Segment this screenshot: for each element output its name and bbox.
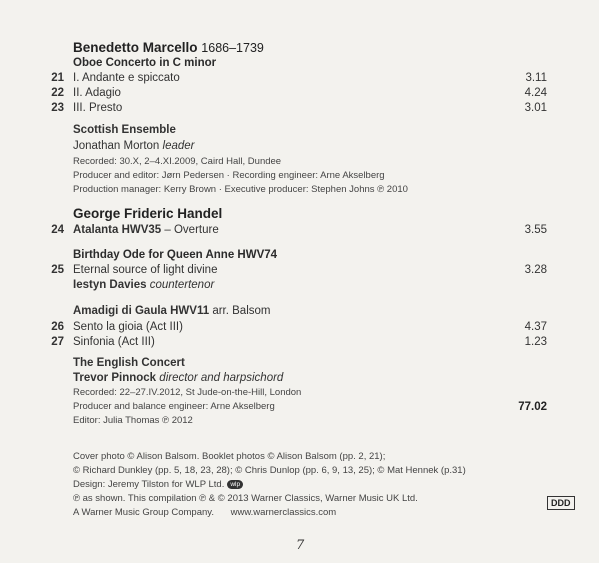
soloist-role: countertenor	[149, 279, 215, 291]
track-title: Eternal source of light divine	[73, 264, 218, 276]
soloist-line	[73, 279, 214, 291]
production-info: Production manager: Kerry Brown · Executive producer: Stephen Johns ℗ 2010	[73, 184, 408, 195]
page-number: 7	[296, 538, 305, 553]
work-title: Oboe Concerto in C minor	[73, 57, 217, 69]
producer-info: Producer and balance engineer: Arne Akselberg	[73, 401, 275, 412]
composer-heading	[73, 40, 264, 55]
website: www.warnerclassics.com	[230, 507, 337, 518]
ensemble-name: Scottish Ensemble	[73, 124, 176, 136]
credit-line	[73, 479, 243, 490]
ddd-badge: DDD	[547, 496, 575, 510]
track-number: 21	[51, 72, 64, 84]
credit-line: ℗ as shown. This compilation ℗ & © 2013 Warner Classics, Warner Music UK Ltd.	[73, 493, 418, 504]
director-role: director and harpsichord	[159, 372, 284, 384]
track-duration: 4.37	[524, 321, 547, 333]
ensemble-name: The English Concert	[73, 357, 185, 369]
composer-heading	[73, 206, 222, 221]
track-number: 27	[51, 336, 64, 348]
track-title: Sinfonia (Act III)	[73, 336, 155, 348]
track-duration: 3.28	[524, 264, 547, 276]
arrangement: arr. Balsom	[212, 305, 271, 317]
label-company: A Warner Music Group Company.	[73, 507, 214, 518]
credit-text: Design: Jeremy Tilston for WLP Ltd.	[73, 479, 225, 490]
leader-role: leader	[162, 140, 195, 152]
track-title	[73, 224, 219, 236]
recording-info: Recorded: 30.X, 2–4.XI.2009, Caird Hall, Dundee	[73, 156, 282, 167]
track-duration: 3.01	[524, 102, 547, 114]
track-duration: 4.24	[524, 87, 547, 99]
composer-name: Benedetto Marcello	[73, 40, 198, 55]
track-row	[0, 321, 599, 336]
composer-dates: 1686–1739	[201, 41, 264, 55]
leader-line	[73, 140, 194, 152]
track-number: 26	[51, 321, 64, 333]
editor-info: Editor: Julia Thomas ℗ 2012	[73, 415, 193, 426]
credit-line: Cover photo © Alison Balsom. Booklet photos © Alison Balsom (pp. 2, 21);	[73, 451, 386, 462]
track-row	[0, 87, 599, 102]
track-row	[0, 102, 599, 117]
track-number: 25	[51, 264, 64, 276]
track-duration: 3.55	[524, 224, 547, 236]
track-row	[0, 264, 599, 279]
leader-name: Jonathan Morton	[73, 140, 160, 152]
work-title: Birthday Ode for Queen Anne HWV74	[73, 249, 278, 261]
track-number: 22	[51, 87, 64, 99]
director-name: Trevor Pinnock	[73, 372, 157, 384]
recording-info: Recorded: 22–27.IV.2012, St Jude-on-the-Hill, London	[73, 387, 302, 398]
track-duration: 3.11	[525, 72, 547, 84]
track-row	[0, 224, 599, 239]
track-title: I. Andante e spiccato	[73, 72, 180, 84]
total-duration: 77.02	[518, 401, 547, 413]
producer-info: Producer and editor: Jørn Pedersen · Recording engineer: Arne Akselberg	[73, 170, 385, 181]
wlp-logo: wlp	[227, 480, 243, 489]
track-title: Sento la gioia (Act III)	[73, 321, 183, 333]
track-number: 23	[51, 102, 64, 114]
composer-name: George Frideric Handel	[73, 206, 223, 221]
track-row	[0, 336, 599, 351]
work-name: Amadigi di Gaula HWV11	[73, 305, 210, 317]
track-title: II. Adagio	[73, 87, 121, 99]
movement-name: – Overture	[161, 224, 219, 236]
soloist-name: Iestyn Davies	[73, 279, 147, 291]
work-name: Atalanta HWV35	[73, 224, 162, 236]
track-duration: 1.23	[524, 336, 547, 348]
track-row	[0, 72, 599, 87]
track-number: 24	[51, 224, 64, 236]
credit-line	[73, 507, 336, 518]
director-line	[73, 372, 283, 384]
work-title	[73, 305, 271, 317]
track-title: III. Presto	[73, 102, 123, 114]
credit-line: © Richard Dunkley (pp. 5, 18, 23, 28); © Chris Dunlop (pp. 6, 9, 13, 25); © Mat Hennek (p.31)	[73, 465, 466, 476]
